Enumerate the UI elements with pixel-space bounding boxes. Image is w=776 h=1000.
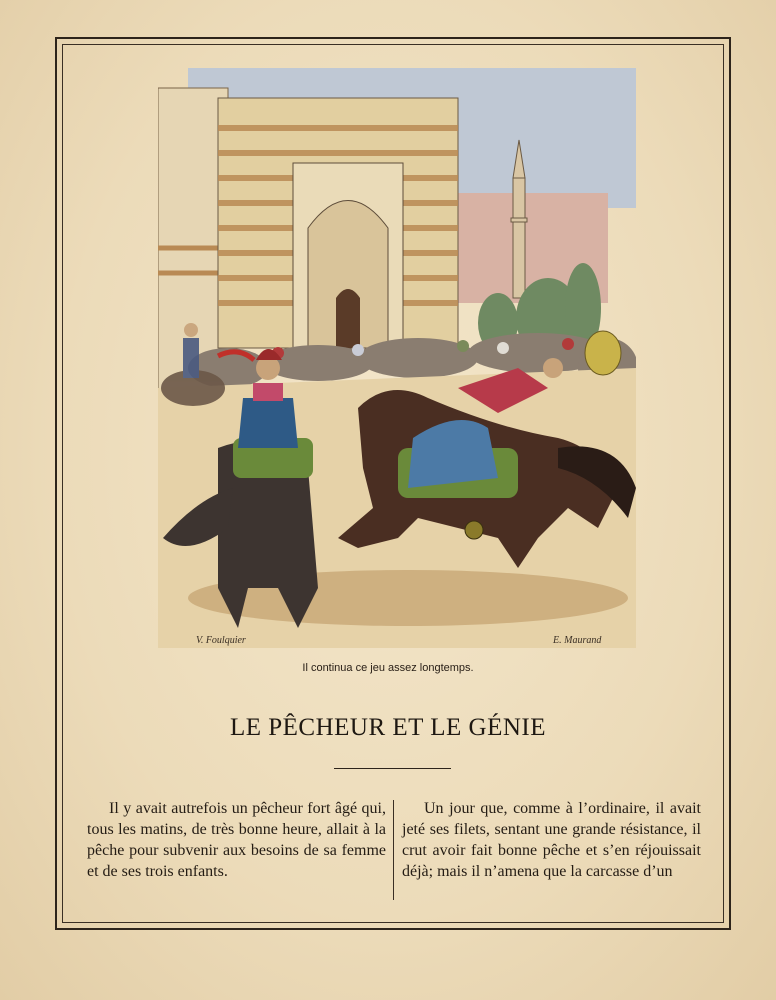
illustration-svg: [158, 68, 636, 648]
illustration-caption: Il continua ce jeu assez longtemps.: [302, 662, 474, 674]
page-title: LE PÊCHEUR ET LE GÉNIE: [229, 714, 547, 741]
column-divider: [393, 800, 394, 900]
portal-door: [336, 289, 360, 348]
ball: [465, 521, 483, 539]
title-rule: [334, 768, 451, 769]
rider-left-body: [238, 398, 298, 448]
signature-right: E. Maurand: [553, 635, 602, 646]
text-column-right: Un jour que, comme à l’ordinaire, il avait jeté ses filets, sentant une grande résistance, il crut avoir fait bonne pêche et s’en réjouissait déjà; mais il n’amena que la carcasse d’un: [402, 800, 701, 880]
text-column-left: Il y avait autrefois un pêcheur fort âgé qui, tous les matins, de très bonne heure, allait à la pêche pour subvenir aux besoins de sa femme et de ses trois enfants.: [87, 800, 386, 880]
engraving-illustration: [158, 68, 636, 648]
shield: [585, 331, 621, 375]
signature-left: V. Foulquier: [196, 635, 246, 646]
